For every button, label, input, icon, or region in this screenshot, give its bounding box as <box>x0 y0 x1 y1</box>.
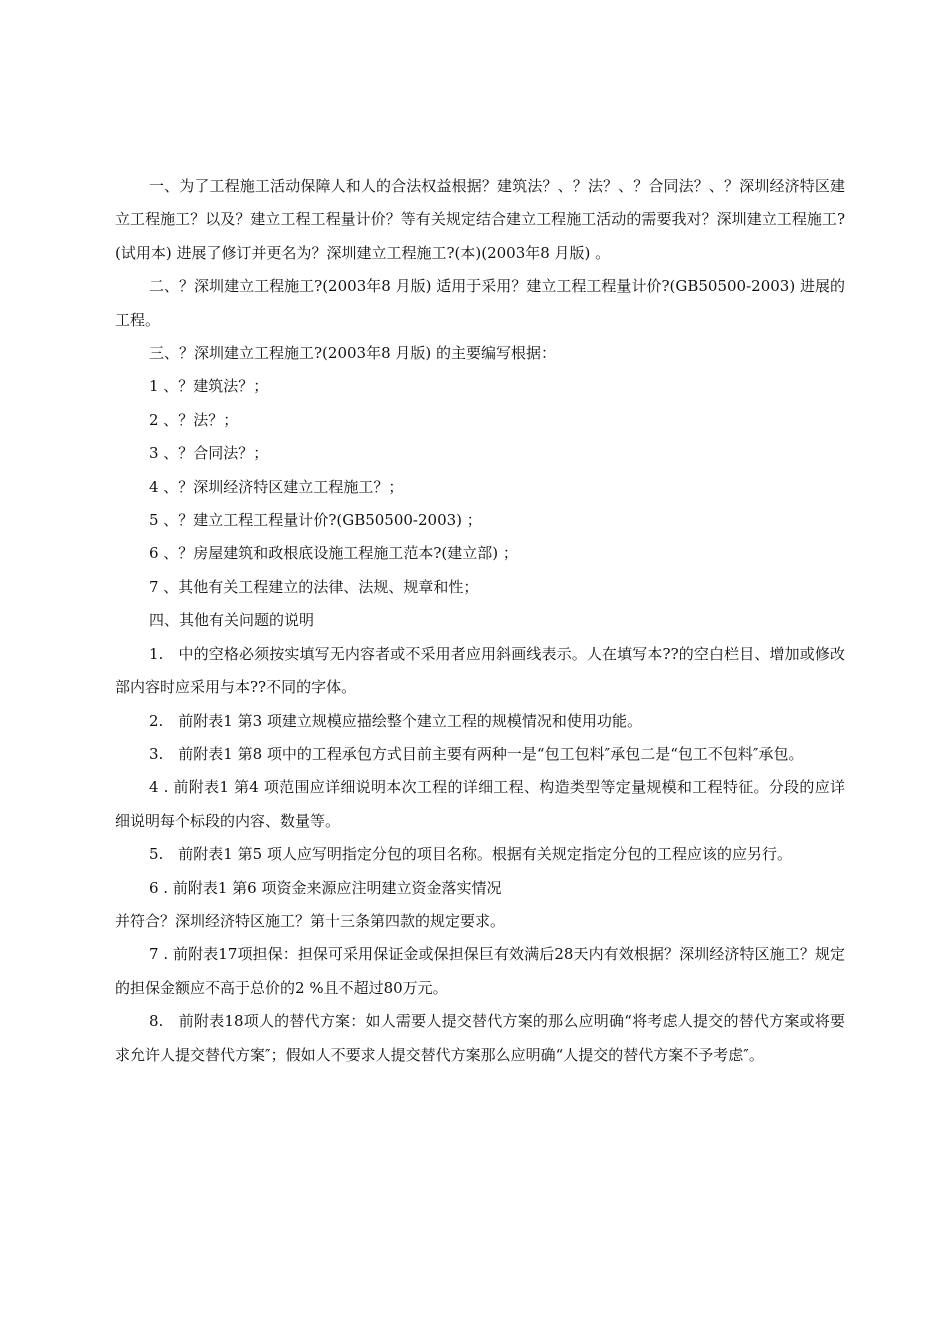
section-heading-4: 四、其他有关问题的说明 <box>149 611 315 630</box>
document-body <box>115 170 845 1072</box>
list-item-basis-2: 2 、？法？； <box>149 410 239 429</box>
note-item-6: 6 . 前附表1 第6 项资金来源应注明建立资金落实情况 <box>149 878 502 897</box>
paragraph-3: 三、？深圳建立工程施工?(2003年8 月版) 的主要编写根据： <box>149 344 557 363</box>
list-item-basis-4: 4 、？深圳经济特区建立工程施工？； <box>149 477 404 496</box>
list-item-basis-5: 5 、？建立工程工程量计价?(GB50500-2003) ； <box>149 511 482 530</box>
paragraph-1: 一、为了工程施工活动保障人和人的合法权益根据？建筑法？、？法？、？合同法？、？深圳经济特区建立工程施工？以及？建立工程工程量计价？等有关规定结合建立工程施工活动的需要我对？深圳建立工程施工?(试用本) 进展了修订并更名为？深圳建立工程施工?(本)(2003年8 月版) 。 <box>115 177 845 262</box>
note-item-8: 8. 前附表18项人的替代方案：如人需要人提交替代方案的那么应明确“将考虑人提交的替代方案或将要求允许人提交替代方案″；假如人不要求人提交替代方案那么应明确“人提交的替代方案不予考虑″。 <box>115 1012 845 1064</box>
list-item-basis-3: 3 、？合同法？； <box>149 444 269 463</box>
note-item-3: 3. 前附表1 第8 项中的工程承包方式目前主要有两种一是“包工包料″承包二是“包工不包料″承包。 <box>149 744 804 763</box>
list-item-basis-7: 7 、其他有关工程建立的法律、法规、规章和性； <box>149 577 479 596</box>
list-item-basis-1: 1 、？建筑法？； <box>149 377 269 396</box>
note-item-1: 1. 中的空格必须按实填写无内容者或不采用者应用斜画线表示。人在填写本??的空白栏目、增加或修改部内容时应采用与本??不同的字体。 <box>115 644 845 697</box>
note-item-7: 7 . 前附表17项担保：担保可采用保证金或保担保巨有效满后28天内有效根据？深圳经济特区施工？规定的担保金额应不高于总价的2 %且不超过80万元。 <box>115 945 845 997</box>
note-item-4: 4 . 前附表1 第4 项范围应详细说明本次工程的详细工程、构造类型等定量规模和工程特征。分段的应详细说明每个标段的内容、数量等。 <box>115 778 845 830</box>
note-item-2: 2. 前附表1 第3 项建立规模应描绘整个建立工程的规模情况和使用功能。 <box>149 711 642 730</box>
note-item-5: 5. 前附表1 第5 项人应写明指定分包的项目名称。根据有关规定指定分包的工程应该的应另行。 <box>149 845 792 864</box>
note-item-6-continued: 并符合？深圳经济特区施工？第十三条第四款的规定要求。 <box>115 911 506 930</box>
paragraph-2: 二、？深圳建立工程施工?(2003年8 月版) 适用于采用？建立工程工程量计价?(GB50500-2003) 进展的工程。 <box>115 277 845 329</box>
list-item-basis-6: 6 、？房屋建筑和政根底设施工程施工范本?(建立部) ； <box>149 544 518 563</box>
